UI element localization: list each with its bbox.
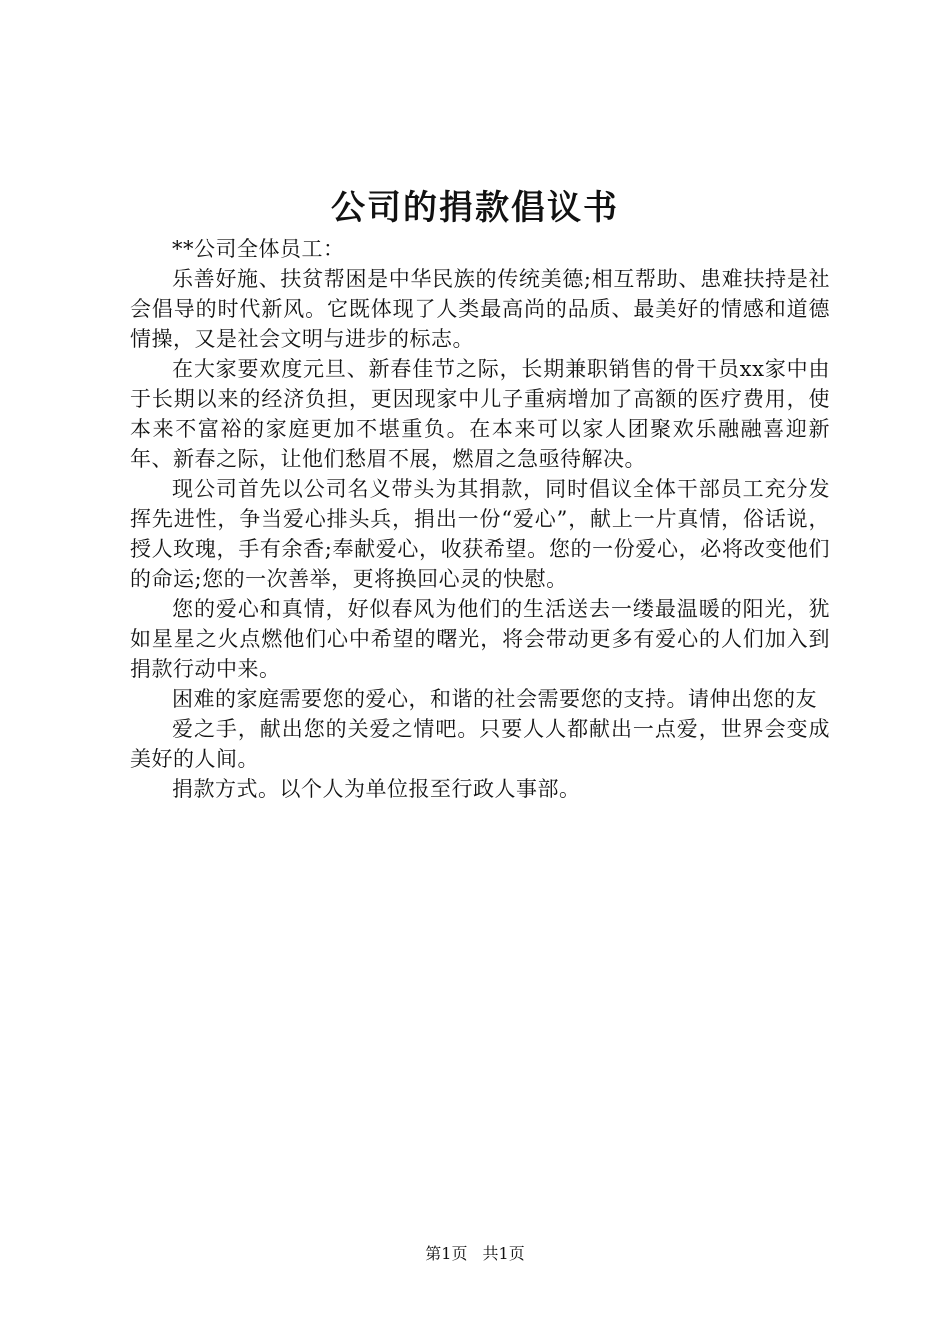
salutation: **公司全体员工： <box>172 237 345 261</box>
paragraph-3: 现公司首先以公司名义带头为其捐款，同时倡议全体干部员工充分发挥先进性，争当爱心排头兵，捐出一份“爱心”，献上一片真情，俗话说，授人玫瑰，手有余香;奉献爱心，收获希望。您的一份爱心，必将改变他们的命运;您的一次善举，更将换回心灵的快慰。 <box>130 477 830 591</box>
paragraph-6: 爱之手，献出您的关爱之情吧。只要人人都献出一点爱，世界会变成美好的人间。 <box>130 717 830 771</box>
paragraph-7: 捐款方式。以个人为单位报至行政人事部。 <box>172 777 581 801</box>
paragraph-2: 在大家要欢度元旦、新春佳节之际，长期兼职销售的骨干员xx家中由于长期以来的经济负担，更因现家中儿子重病增加了高额的医疗费用，使本来不富裕的家庭更加不堪重负。在本来可以家人团聚欢乐融融喜迎新年、新春之际，让他们愁眉不展，燃眉之急亟待解决。 <box>130 357 830 471</box>
paragraph-4: 您的爱心和真情，好似春风为他们的生活送去一缕最温暖的阳光，犹如星星之火点燃他们心中希望的曙光，将会带动更多有爱心的人们加入到捐款行动中来。 <box>130 597 830 681</box>
paragraph-1: 乐善好施、扶贫帮困是中华民族的传统美德;相互帮助、患难扶持是社会倡导的时代新风。它既体现了人类最高尚的品质、最美好的情感和道德情操，又是社会文明与进步的标志。 <box>130 267 830 351</box>
document-body <box>130 234 830 804</box>
document-title: 公司的捐款倡议书 <box>331 188 619 228</box>
page-footer <box>0 1242 950 1266</box>
paragraph-5: 困难的家庭需要您的爱心，和谐的社会需要您的支持。请伸出您的友 <box>172 687 817 711</box>
page-total: 共1页 <box>482 1244 525 1263</box>
page-number: 第1页 <box>425 1244 468 1263</box>
